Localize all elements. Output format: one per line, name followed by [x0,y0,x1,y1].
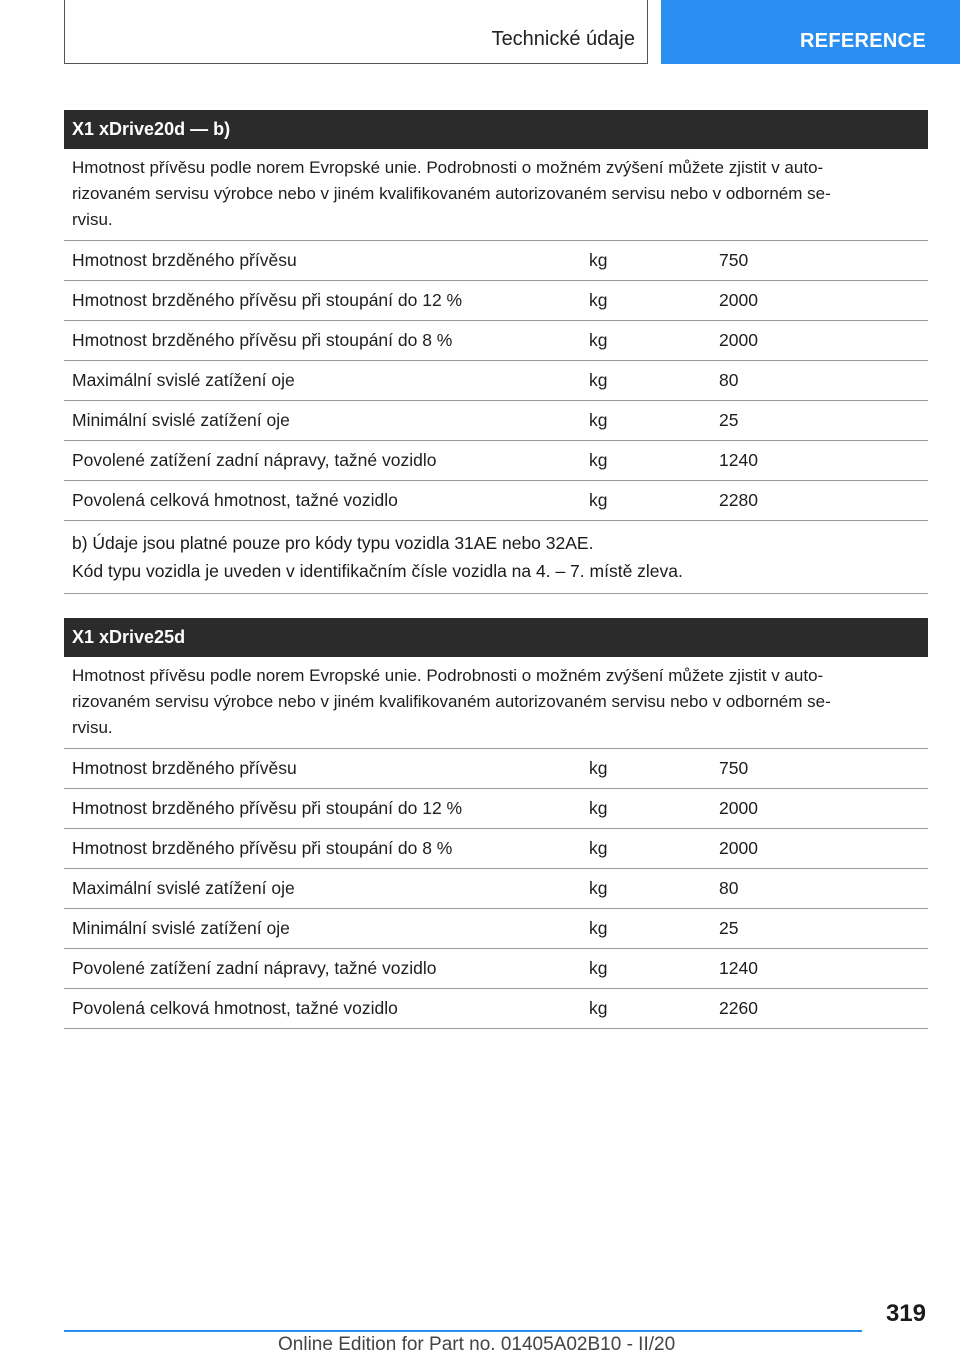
row-label: Povolená celková hmotnost, tažné vozidlo [72,998,398,1018]
row-value: 1240 [719,450,758,470]
row-value: 25 [719,918,739,938]
header-section-title: Technické údaje [491,28,635,50]
row-unit: kg [589,410,608,430]
table-row [64,361,928,401]
table-row [64,989,928,1029]
table-row [64,321,928,361]
row-value: 2000 [719,798,758,818]
row-unit: kg [589,798,608,818]
block-notes [64,521,928,594]
row-unit: kg [589,330,608,350]
header-reference-label: REFERENCE [799,30,926,52]
row-unit: kg [589,370,608,390]
row-label: Hmotnost brzděného přívěsu při stoupání do 12 % [72,798,463,818]
intro-line: rvisu. [72,210,113,229]
intro-line: rizovaném servisu výrobce nebo v jiném kvalifikovaném autorizovaném servisu nebo v odborném se- [72,692,831,711]
row-unit: kg [589,290,608,310]
row-value: 25 [719,410,739,430]
table-row [64,241,928,281]
row-value: 750 [719,758,749,778]
row-unit: kg [589,998,608,1018]
table-row [64,869,928,909]
row-value: 2260 [719,998,758,1018]
row-unit: kg [589,450,608,470]
row-label: Minimální svislé zatížení oje [72,410,290,430]
page-number: 319 [885,1300,926,1327]
intro-line: Hmotnost přívěsu podle norem Evropské unie. Podrobnosti o možném zvýšení můžete zjistit v auto- [72,158,824,177]
spec-block-xdrive25d [64,618,928,1029]
row-label: Hmotnost brzděného přívěsu [72,250,297,270]
row-unit: kg [589,918,608,938]
footer-edition: Online Edition for Part no. 01405A02B10 - II/20 [278,1334,676,1355]
row-label: Hmotnost brzděného přívěsu při stoupání do 8 % [72,330,453,350]
row-unit: kg [589,878,608,898]
row-value: 750 [719,250,749,270]
row-unit: kg [589,958,608,978]
table-row [64,789,928,829]
table-row [64,949,928,989]
row-value: 80 [719,370,739,390]
intro-line: Hmotnost přívěsu podle norem Evropské unie. Podrobnosti o možném zvýšení můžete zjistit v auto- [72,666,824,685]
block-intro [64,149,928,241]
footnote: b) Údaje jsou platné pouze pro kódy typu vozidla 31AE nebo 32AE. [72,533,594,553]
block-intro [64,657,928,749]
row-label: Povolená celková hmotnost, tažné vozidlo [72,490,398,510]
row-value: 2280 [719,490,758,510]
table-row [64,441,928,481]
row-label: Minimální svislé zatížení oje [72,918,290,938]
table-row [64,749,928,789]
block-title: X1 xDrive25d [64,618,928,657]
row-value: 2000 [719,838,758,858]
row-value: 1240 [719,958,758,978]
header-section-box [64,0,648,64]
spec-block-xdrive20d [64,110,928,594]
row-label: Hmotnost brzděného přívěsu při stoupání do 12 % [72,290,463,310]
row-label: Povolené zatížení zadní nápravy, tažné vozidlo [72,958,437,978]
table-row [64,909,928,949]
table-row [64,401,928,441]
row-value: 2000 [719,330,758,350]
header-reference-tab[interactable] [661,0,960,64]
footer-divider [64,1330,862,1332]
row-unit: kg [589,490,608,510]
row-unit: kg [589,250,608,270]
table-row [64,281,928,321]
intro-line: rvisu. [72,718,113,737]
row-value: 80 [719,878,739,898]
row-unit: kg [589,758,608,778]
block-title: X1 xDrive20d — b) [64,110,928,149]
table-row [64,481,928,521]
row-label: Povolené zatížení zadní nápravy, tažné vozidlo [72,450,437,470]
footnote: Kód typu vozidla je uveden v identifikačním čísle vozidla na 4. – 7. místě zleva. [72,561,683,581]
row-unit: kg [589,838,608,858]
intro-line: rizovaném servisu výrobce nebo v jiném kvalifikovaném autorizovaném servisu nebo v odborném se- [72,184,831,203]
row-value: 2000 [719,290,758,310]
row-label: Maximální svislé zatížení oje [72,370,295,390]
row-label: Hmotnost brzděného přívěsu při stoupání do 8 % [72,838,453,858]
table-row [64,829,928,869]
row-label: Hmotnost brzděného přívěsu [72,758,297,778]
row-label: Maximální svislé zatížení oje [72,878,295,898]
